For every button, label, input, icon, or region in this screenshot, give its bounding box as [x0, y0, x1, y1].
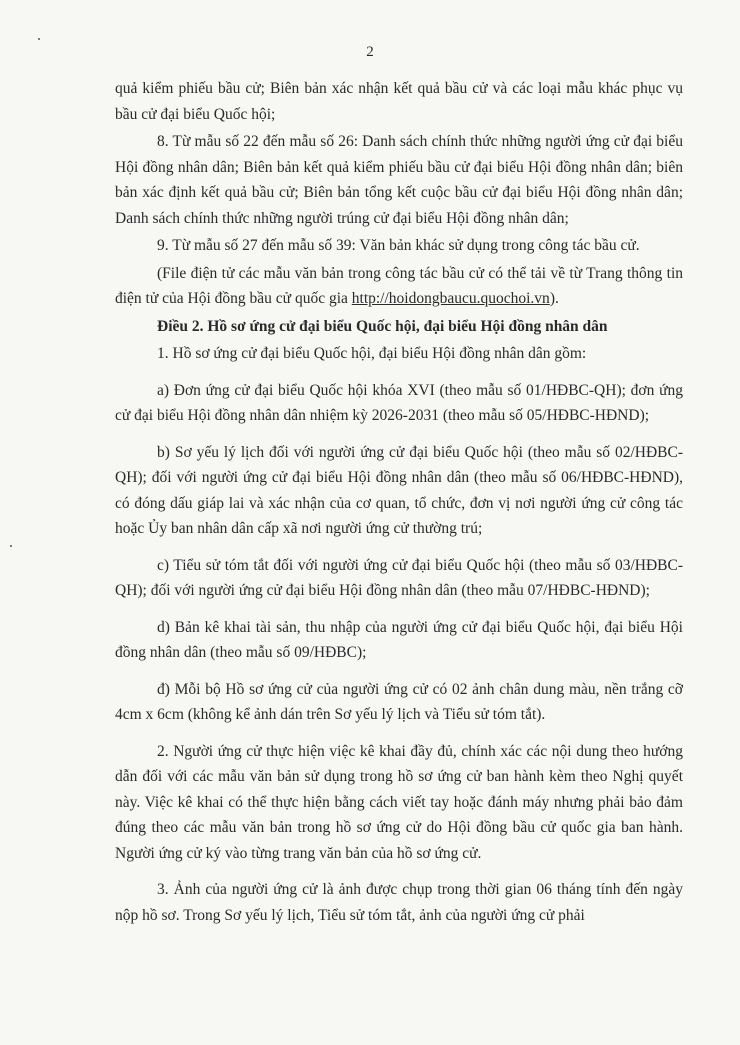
- file-note-end: ).: [549, 290, 559, 307]
- paragraph-point-dd: đ) Mỗi bộ Hồ sơ ứng cử của người ứng cử có 02 ảnh chân dung màu, nền trắng cỡ 4cm x 6cm (không kể ảnh dán trên Sơ yếu lý lịch và Tiểu sử tóm tắt).: [115, 680, 683, 723]
- file-note-text: (File điện tử các mẫu văn bản trong công tác bầu cử có thể tải về từ Trang thông tin điện tử của Hội đồng bầu cử quốc gia: [115, 264, 683, 307]
- document-body: [115, 76, 683, 930]
- paragraph-clause-2: 2. Người ứng cử thực hiện việc kê khai đầy đủ, chính xác các nội dung theo hướng dẫn đối với các mẫu văn bản sử dụng trong hồ sơ ứng cử ban hành kèm theo Nghị quyết này. Việc kê khai có thể thực hiện bằng cách viết tay hoặc đánh máy nhưng phải bảo đảm đúng theo các mẫu văn bản trong hồ sơ ứng cử do Hội đồng bầu cử quốc gia ban hành. Người ứng cử ký vào từng trang văn bản của hồ sơ ứng cử.: [115, 742, 683, 862]
- paragraph-point-b: b) Sơ yếu lý lịch đối với người ứng cử đại biểu Quốc hội (theo mẫu số 02/HĐBC-QH); đối với người ứng cử đại biểu Hội đồng nhân dân (theo mẫu số 06/HĐBC-HĐND), có đóng dấu giáp lai và xác nhận của cơ quan, tổ chức, đơn vị nơi người ứng cử công tác hoặc Ủy ban nhân dân cấp xã nơi người ứng cử thường trú;: [115, 443, 683, 537]
- paragraph-item-8: 8. Từ mẫu số 22 đến mẫu số 26: Danh sách chính thức những người ứng cử đại biểu Hội đồng nhân dân; Biên bản kết quả kiểm phiếu bầu cử đại biểu Hội đồng nhân dân; biên bản xác định kết quả bầu cử; Biên bản tổng kết cuộc bầu cử đại biểu Hội đồng nhân dân; Danh sách chính thức những người trúng cử đại biểu Hội đồng nhân dân;: [115, 133, 683, 227]
- paragraph-clause-1: 1. Hồ sơ ứng cử đại biểu Quốc hội, đại biểu Hội đồng nhân dân gồm:: [157, 345, 587, 362]
- website-link[interactable]: http://hoidongbaucu.quochoi.vn: [351, 290, 550, 307]
- paragraph-point-d: d) Bản kê khai tài sản, thu nhập của người ứng cử đại biểu Quốc hội, đại biểu Hội đồng nhân dân (theo mẫu số 09/HĐBC);: [115, 618, 683, 661]
- scan-speck: [10, 545, 12, 547]
- paragraph-clause-3: 3. Ảnh của người ứng cử là ảnh được chụp trong thời gian 06 tháng tính đến ngày nộp hồ sơ. Trong Sơ yếu lý lịch, Tiểu sử tóm tắt, ảnh của người ứng cử phải: [115, 881, 683, 924]
- paragraph-point-a: a) Đơn ứng cử đại biểu Quốc hội khóa XVI (theo mẫu số 01/HĐBC-QH); đơn ứng cử đại biểu Hội đồng nhân dân nhiệm kỳ 2026-2031 (theo mẫu số 05/HĐBC-HĐND);: [115, 381, 683, 424]
- page-number: 2: [366, 44, 374, 60]
- paragraph-continuation: quả kiểm phiếu bầu cử; Biên bản xác nhận kết quả bầu cử và các loại mẫu khác phục vụ bầu cử đại biểu Quốc hội;: [115, 80, 683, 123]
- article-2-heading: Điều 2. Hồ sơ ứng cử đại biểu Quốc hội, đại biểu Hội đồng nhân dân: [157, 317, 608, 335]
- scan-speck: [38, 38, 40, 40]
- paragraph-file-note: [115, 261, 683, 312]
- paragraph-item-9: 9. Từ mẫu số 27 đến mẫu số 39: Văn bản khác sử dụng trong công tác bầu cử.: [157, 237, 640, 254]
- paragraph-point-c: c) Tiểu sử tóm tắt đối với người ứng cử đại biểu Quốc hội (theo mẫu số 03/HĐBC-QH); đối với người ứng cử đại biểu Hội đồng nhân dân (theo mẫu 07/HĐBC-HĐND);: [115, 556, 683, 599]
